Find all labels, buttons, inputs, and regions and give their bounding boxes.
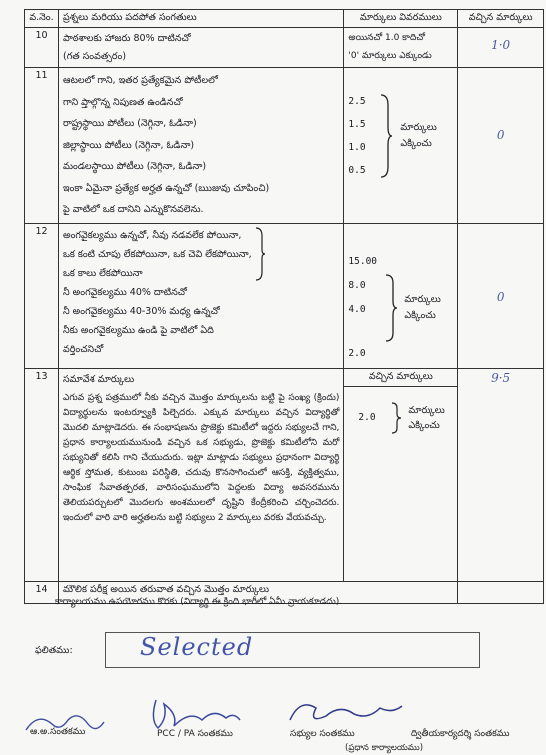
obtained-marks-handwritten: 9·5 [491,370,511,385]
obtained-marks-cell [458,68,544,224]
row-number: 11 [25,68,59,224]
marks-note-line: మార్కులు [400,122,437,133]
table-row [25,223,544,368]
question-cell: మౌలిక పరీక్ష అయిన తరువాత వచ్చిన మొత్తం మార్కులు [58,581,457,603]
question-line: ఆటలలో గాని, ఇతర ప్రత్యేకమైన పోటీలలో [62,75,218,86]
question-cell [58,223,343,368]
marks-table [24,9,544,604]
disability-intro [63,226,339,283]
marks-detail-cell [344,68,458,224]
question-line: నీ అంగవైకల్యము 40-30% మధ్య ఉన్నచో [62,305,220,317]
col-sno-header: వ.నెం. [25,10,59,28]
question-line: పాఠశాలకు హాజరు 80% దాటినచో [62,33,191,44]
sub-header: వచ్చిన మార్కులు [344,369,457,387]
marks-value: 1.5 [348,119,366,130]
obtained-marks-cell [458,581,544,603]
marks-value: 15.00 [348,255,378,267]
obtained-marks-cell [458,28,544,68]
question-cell [58,368,343,581]
right-bracket-icon [254,226,266,282]
row-number: 14 [25,581,59,603]
marks-note [404,292,440,324]
marks-note [408,403,444,433]
marks-detail-cell [344,223,458,368]
col-obtained-header: వచ్చిన మార్కులు [458,10,544,28]
obtained-marks-cell [458,223,544,368]
obtained-marks-handwritten: 0 [496,289,505,304]
right-brace-icon [378,93,394,179]
question-line: ఇంకా ఏమైనా ప్రత్యేక అర్హత ఉన్నచో (ఋజువు చూపించి) [62,182,270,194]
question-cell [58,68,343,224]
table-row [25,368,544,581]
signature-middle [153,700,240,728]
marks-detail-cell [344,28,458,68]
marks-note-line: ఎక్కించు [400,138,432,149]
signatures-area [8,690,538,752]
col-marks-details-header: మార్కులు వివరములు [344,10,458,28]
question-line: ఒక కాలు లేకపోయినా [62,267,143,279]
question-line: అంగవైకల్యము ఉన్నచో, నీవు నడవలేక పోయినా, [62,229,242,241]
question-line: నీ అంగవైకల్యము 40% దాటినచో [62,286,187,298]
marks-detail-line: అయినచో 1.0 కాదిచో [348,33,425,43]
marks-value: 4.0 [348,303,366,315]
interview-description: ఎగువ ప్రశ్న పత్రములో నీకు వచ్చిన మొత్తం మార్కులను బట్టి పై సంఖ్య (క్రిందు) విద్యార్థులను ఇంటర్వ్యూకి పిల్చెదరు. ఎక్కువ మార్కులు వచ్చిన విద్యార్థితో మొదలి మాట్లాడెదరు. ఈ సంభాషణను ప్రొజెక్టు కమిటీలో ఇద్దరు సభ్యులచే గాని, ప్రధాన కార్యాలయమునుండి వచ్చిన ఒక సభ్యుడు, ప్రొజెక్టు కమిటీలోని మరో సభ్యునితో కలిసి గాని చేయుదురు. ఇట్లా మాట్లాడు సభ్యులు ప్రధానంగా విద్యార్థి ఆర్థిక స్తోమత, కుటుంబ పరిస్థితి, చదువు కొనసాగించులో ఆసక్తి, వ్యక్తిత్వము, సాంఘిక సేవాతత్పరత, వారిసంఘములోని పెద్దలకు విద్యా అవసరమును తెలియపర్చుటలో మొదలగు అంశములలో దృష్టిని కేంద్రీకరించి చర్చించెదరు. ఇందులో వారి వారి అర్హతలను బట్టి సభ్యులు 2 మార్కులు వరకు వేయవచ్చు. [62,393,340,523]
question-cell [58,28,343,68]
result-label: ఫలితము: [35,645,73,656]
marks-value: 1.0 [348,142,366,153]
signature-label-middle: PCC / PA సంతకము [157,729,233,739]
row-number: 10 [25,28,59,68]
signature-label-secretary: ద్వితీయకార్యదర్శి సంతకము [411,729,510,739]
question-line: ఒక కంటి చూపు లేకపోయినా, ఒక చెవి లేకపోయినా, [62,248,252,260]
row-number: 13 [25,368,59,581]
question-line: గాని ప్తాల్గొన్న నిపుణత ఉండినచో [62,96,183,108]
marks-value: 2.0 [348,347,366,359]
question-line: రాష్ట్రస్థాయి పోటీలు (నెగ్గినా, ఓడినా) [62,118,197,129]
marks-value: 2.0 [358,412,376,423]
col-question-header: ప్రశ్నలు మరియు పదపోత సంగతులు [58,10,343,28]
marks-note-line: ఎక్కించు [404,309,436,321]
right-brace-icon [390,401,402,435]
signature-label-left: ఆ.అ.సంతకము [30,727,86,737]
marks-value: 0.5 [348,165,366,176]
question-line: జిల్లాస్థాయి పోటీలు (నెగ్గినా, ఓడినా) [62,139,195,151]
section-title: సమావేశ మార్కులు [62,373,135,385]
result-handwritten: Selected [140,633,254,661]
marks-detail-cell [344,368,458,581]
right-brace-icon [384,273,398,343]
signature-label-office: (ప్రధాన కార్యాలయము) [345,743,424,753]
signature-right [290,705,402,720]
obtained-marks-handwritten: 1·0 [491,38,511,52]
marks-note-line: మార్కులు [408,404,445,416]
question-line: నీకు అంగవైకల్యము ఉండి పై వాటిలో ఏది [62,324,214,336]
row-number: 12 [25,223,59,368]
obtained-marks-cell [458,368,544,581]
table-header-row [25,10,544,28]
marks-value: 8.0 [348,279,366,291]
question-line: మండలస్థాయి పోటీలు (నెగ్గినా, ఓడినా) [62,161,207,172]
obtained-marks-handwritten: 0 [496,128,505,142]
marks-note-line: ఎక్కించు [408,419,440,431]
question-line: పై వాటిలో ఒక దానిని ఎన్నుకొనవలెను. [62,204,204,215]
marks-values [348,90,372,182]
question-line: (గత సంవత్సరం) [62,50,127,62]
question-line: వర్తించనిచో [62,343,104,355]
signature-label-members: సభ్యుల సంతకము [290,729,355,739]
table-row [25,68,544,224]
marks-note-line: మార్కులు [404,293,441,305]
office-use-note: కార్యాలయము ఉపయోగము కొరకు (విద్యార్థి ఈ క్రింది భాగీలో ఏమీ వ్రాయకూడదు). [55,597,343,607]
marks-values [348,250,378,366]
marks-detail-line: '0' మార్కులు ఎక్కుండు [348,50,432,61]
table-row [25,28,544,68]
marks-note [400,120,436,152]
marks-value: 2.5 [348,96,366,107]
